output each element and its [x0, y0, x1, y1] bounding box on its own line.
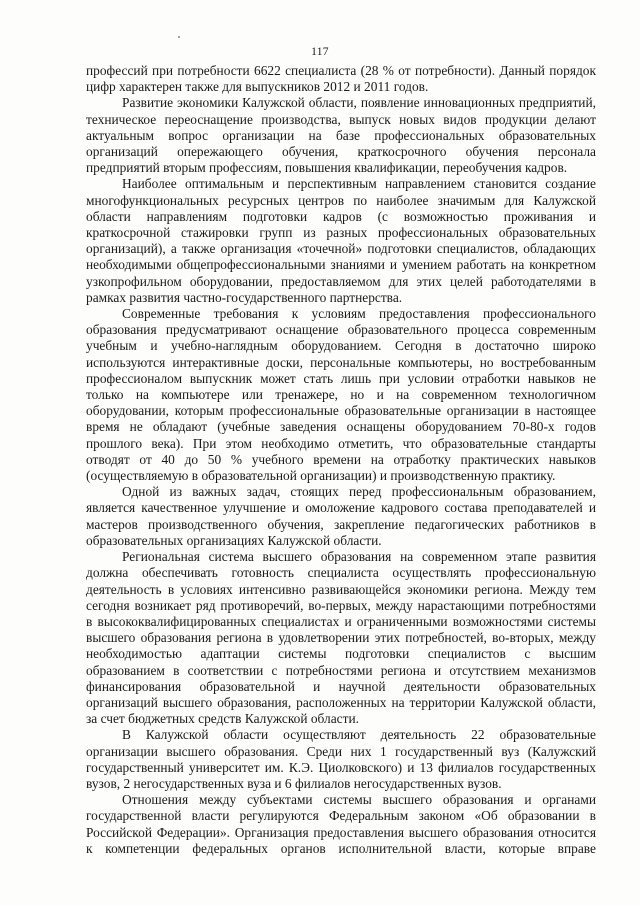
text-line: необходимыми общепрофессиональными знаниями и умением работать на конкретном — [86, 257, 596, 273]
page-number: 117 — [311, 46, 329, 58]
text-line: деятельность в условиях интенсивно развивающейся экономики региона. Между тем — [86, 581, 596, 597]
text-line: профессий при потребности 6622 специалиста (28 % от потребности). Данный порядок — [86, 63, 596, 78]
text-line: государственной власти регулируются Федеральным законом «Об образовании в — [86, 808, 596, 824]
text-line: В Калужской области осуществляют деятельность 22 образовательные — [122, 727, 596, 743]
text-line: прошлого века). При этом необходимо отметить, что образовательные стандарты — [86, 435, 596, 451]
text-line: рамках развития частно-государственного партнерства. — [86, 289, 403, 305]
text-line: организаций), а также организация «точечной» подготовки специалистов, обладающих — [86, 241, 596, 257]
text-line: в высококвалифицированных специалистах и ограниченными возможностями системы — [86, 613, 596, 629]
text-line: вузов, 2 негосударственных вуза и 6 филиалов негосударственных вузов. — [86, 775, 502, 791]
text-line: необходимостью адаптации системы подготовки специалистов с высшим — [86, 646, 596, 662]
text-line: организации высшего образования. Среди них 1 государственный вуз (Калужский — [86, 743, 596, 759]
text-line: к компетенции федеральных органов исполнительной власти, которые вправе — [86, 840, 596, 856]
text-line: сегодня возникает ряд противоречий, во-первых, между нарастающими потребностями — [86, 597, 596, 613]
text-line: оборудовании, которым профессиональные образовательные организации в настоящее — [86, 403, 596, 419]
text-line: Региональная система высшего образования на современном этапе развития — [122, 549, 596, 565]
text-line: только на компьютере или тренажере, но и на современном технологичном — [86, 387, 596, 403]
text-line: за счет бюджетных средств Калужской области. — [86, 711, 359, 727]
text-line: Развитие экономики Калужской области, появление инновационных предприятий, — [122, 95, 596, 111]
text-line: техническое переоснащение производства, выпуск новых видов продукции делают — [86, 111, 596, 127]
text-line: используются интерактивные доски, персональные компьютеры, но востребованным — [86, 354, 596, 370]
text-line: цифр характерен также для выпускников 2012 и 2011 годов. — [86, 79, 429, 95]
text-line: мастеров производственного обучения, закрепление педагогических работников в — [86, 516, 596, 532]
text-line: является качественное улучшение и омоложение кадрового состава преподавателей и — [86, 500, 596, 516]
text-line: Современные требования к условиям предоставления профессионального — [122, 306, 596, 322]
text-line: образовательных организациях Калужской области. — [86, 532, 382, 548]
text-line: многофункциональных ресурсных центров по наиболее значимым для Калужской — [86, 192, 596, 208]
text-line: организаций высшего образования, расположенных на территории Калужской области, — [86, 694, 596, 710]
text-line: Российской Федерации». Организация предоставления высшего образования относится — [86, 824, 596, 840]
text-line: узкопрофильном оборудовании, предоставляемом для этих целей работодателями в — [86, 273, 596, 289]
text-line: (осуществляемую в образовательной организации) и производственную практику. — [86, 468, 556, 484]
text-line: области направлениям подготовки кадров (с возможностью проживания и — [86, 208, 596, 224]
text-line: Отношения между субъектами системы высшего образования и органами — [122, 792, 596, 808]
text-line: время не обладают (учебные заведения оснащены оборудованием 70-80-х годов — [86, 419, 596, 435]
body-text — [86, 63, 596, 857]
text-line: образования предусматривают оснащение образовательного процесса современным — [86, 322, 596, 338]
text-line: краткосрочной стажировки групп из разных профессиональных образовательных — [86, 225, 596, 241]
text-line: организаций опережающего обучения, краткосрочного обучения персонала — [86, 144, 596, 160]
text-line: высшего образования региона в удовлетворении этих потребностей, во-вторых, между — [86, 630, 596, 646]
scan-speck — [178, 36, 180, 38]
text-line: Одной из важных задач, стоящих перед профессиональным образованием, — [122, 484, 596, 500]
text-line: отводят от 40 до 50 % учебного времени на отработку практических навыков — [86, 451, 596, 467]
text-line: государственный университет им. К.Э. Циолковского) и 13 филиалов государственных — [86, 759, 596, 775]
text-line: финансирования образовательной и научной деятельности образовательных — [86, 678, 596, 694]
text-line: профессионалом выпускник может стать лишь при условии отработки навыков не — [86, 370, 596, 386]
text-line: предприятий вторым профессиям, повышения квалификации, переобучения кадров. — [86, 160, 568, 176]
text-line: актуальным вопрос организации на базе профессиональных образовательных — [86, 127, 596, 143]
text-line: учебным и учебно-наглядным оборудованием. Сегодня в достаточно широко — [86, 338, 596, 354]
text-line: Наиболее оптимальным и перспективным направлением становится создание — [122, 176, 596, 192]
text-line: должна обеспечивать готовность специалиста осуществлять профессиональную — [86, 565, 596, 581]
text-line: образованием в соответствии с потребностями региона и отсутствием механизмов — [86, 662, 596, 678]
